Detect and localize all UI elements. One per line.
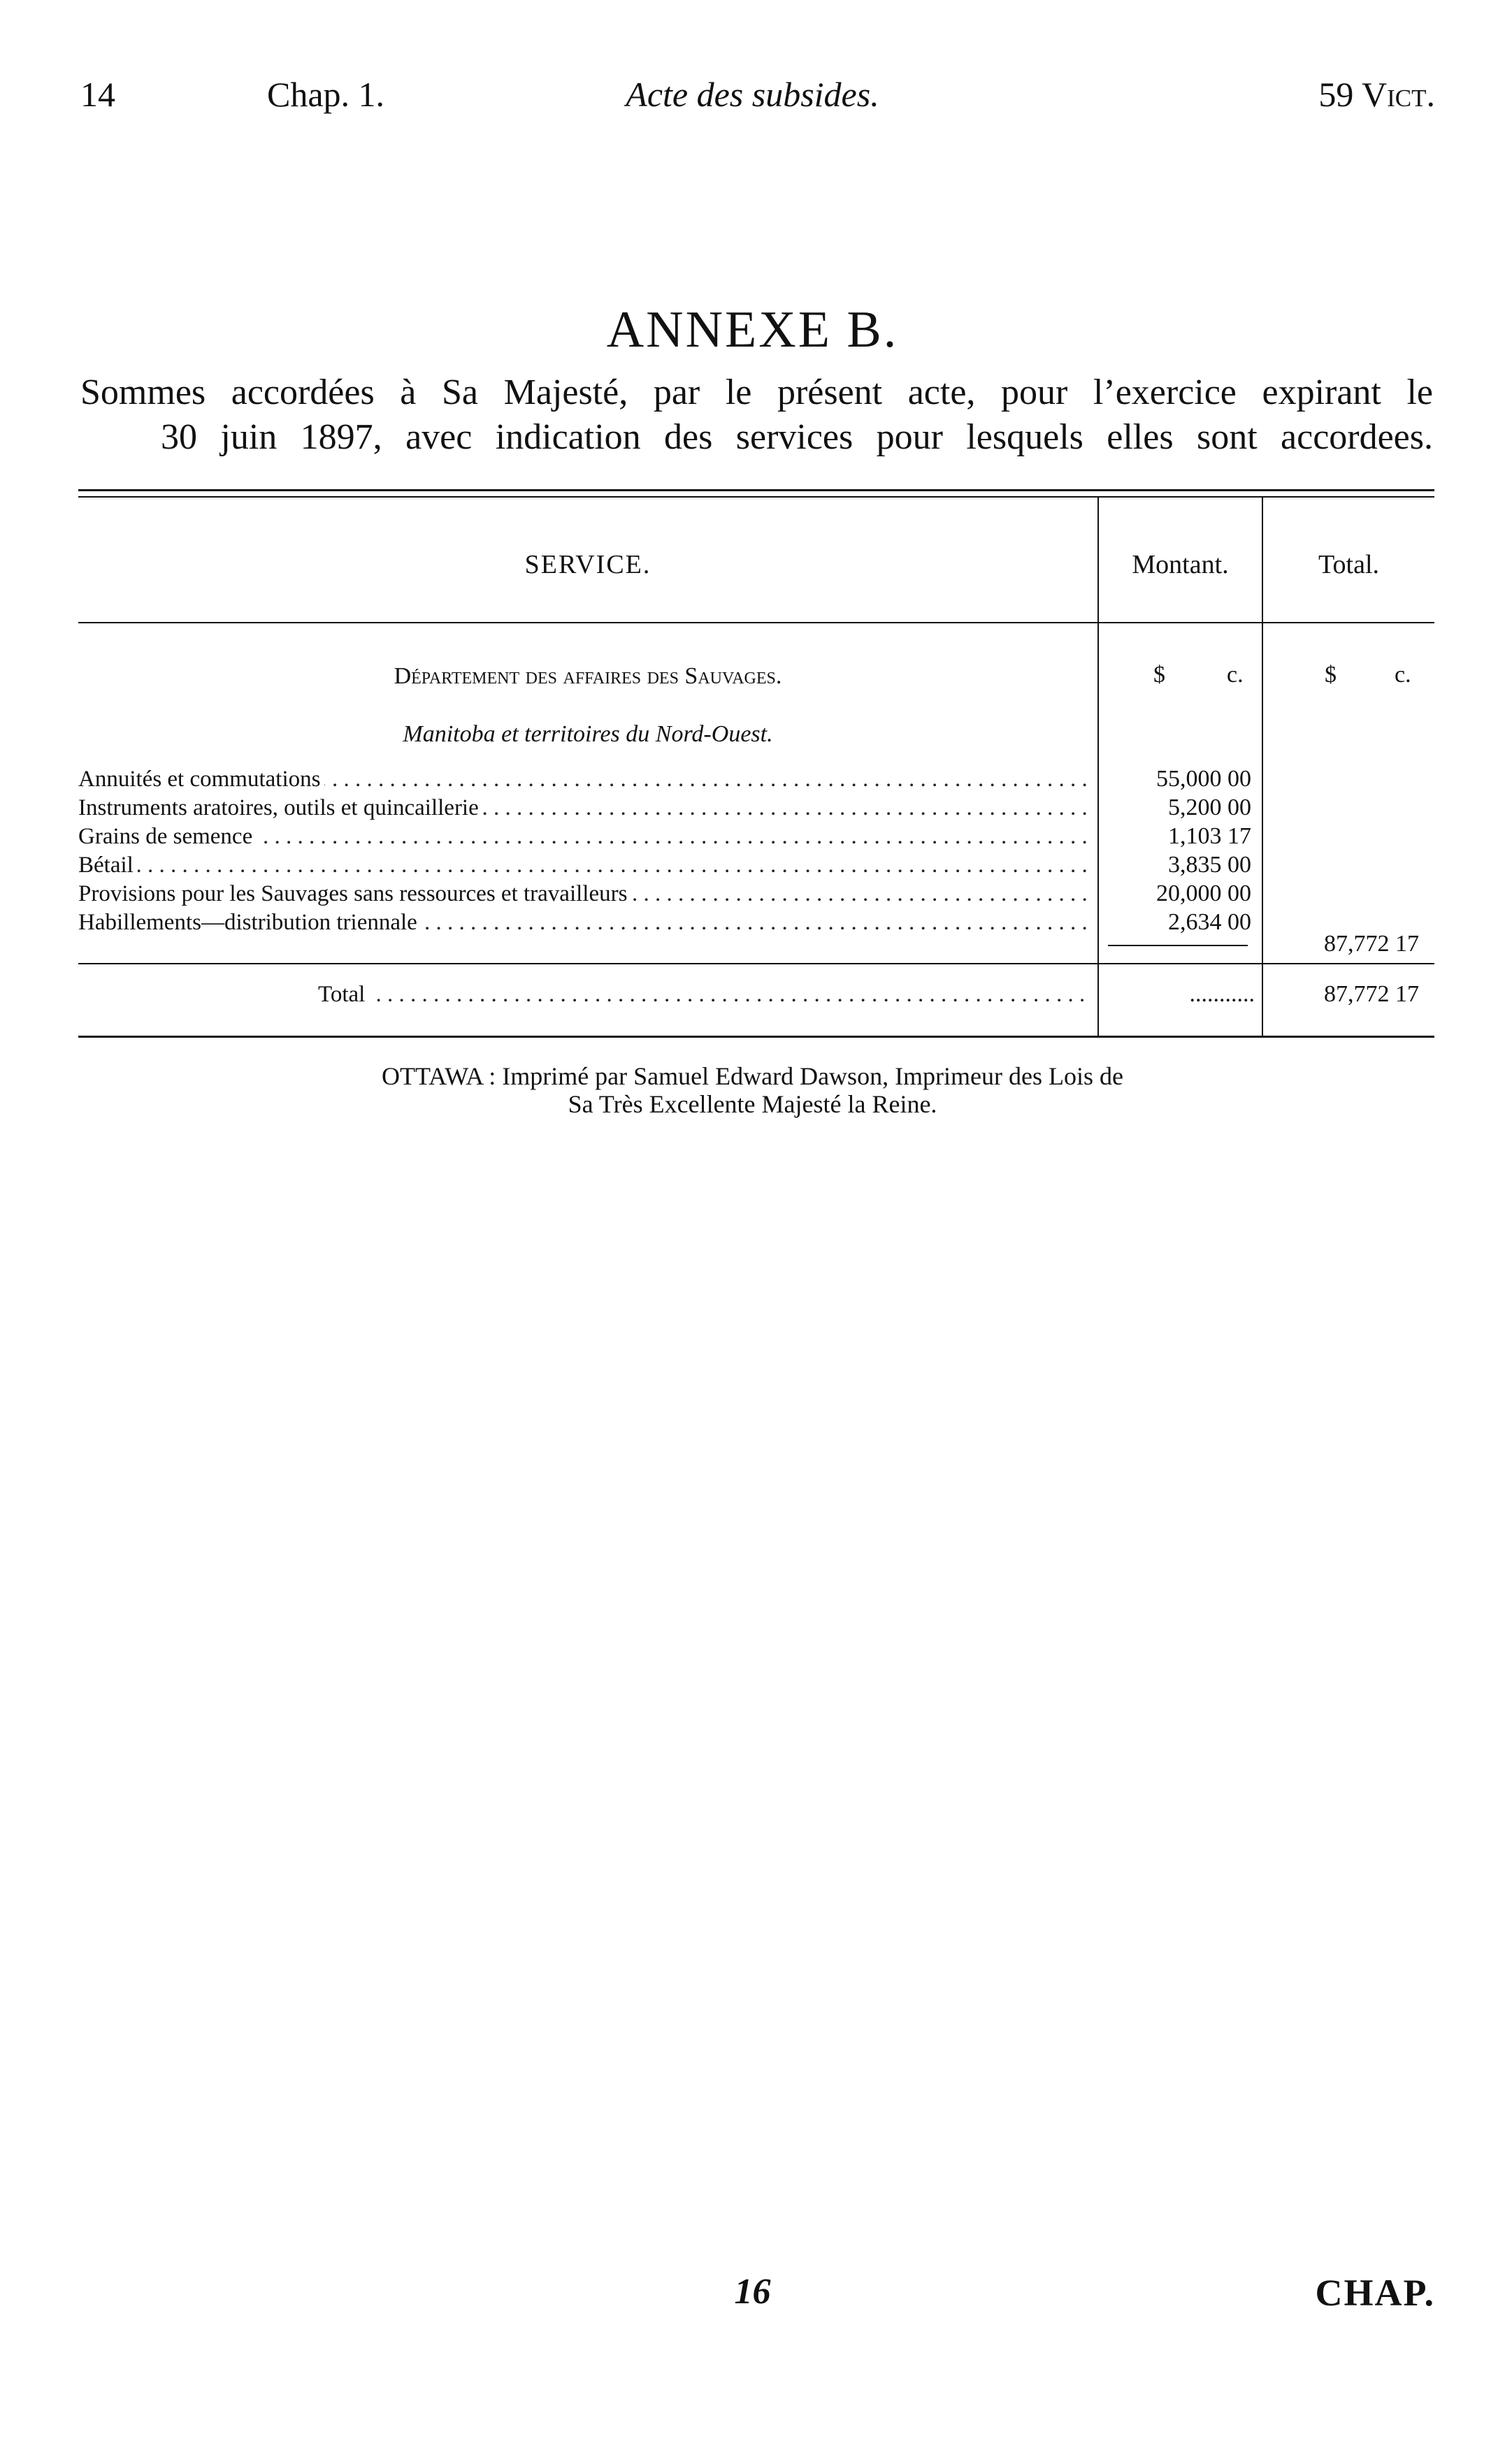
total-amount-dots: ........... — [1189, 981, 1255, 1007]
service-amount: 1,103 17 — [1168, 823, 1251, 849]
subtotal-rule — [1108, 945, 1248, 946]
page-number: 14 — [80, 75, 115, 114]
intro-line-1: Sommes accordées à Sa Majesté, par le présent acte, pour l’exercice expirant le — [80, 372, 1433, 412]
service-row — [78, 910, 1092, 935]
catchword: CHAP. — [1315, 2272, 1435, 2314]
unit-cents-amount: c. — [1227, 662, 1244, 688]
annex-title: ANNEXE B. — [606, 301, 899, 358]
regnal-year: 59 Vict. — [1318, 75, 1435, 114]
column-header-amount: Montant. — [1132, 550, 1229, 579]
service-amount: 55,000 00 — [1156, 766, 1251, 792]
service-row — [78, 795, 1092, 820]
intro-paragraph — [80, 370, 1433, 460]
service-label: Instruments aratoires, outils et quincaillerie — [78, 795, 483, 820]
department-heading: Département des affaires des Sauvages. — [394, 663, 782, 689]
service-label: Annuités et commutations — [78, 767, 324, 792]
imprint-line-1: OTTAWA : Imprimé par Samuel Edward Dawson, Imprimeur des Lois de — [382, 1062, 1123, 1090]
service-label: Provisions pour les Sauvages sans ressources et travailleurs — [78, 881, 631, 906]
unit-dollar-amount: $ — [1153, 662, 1165, 688]
service-label: Bétail — [78, 853, 138, 878]
total-top-rule — [78, 963, 1434, 964]
chapter-label: Chap. 1. — [267, 75, 385, 114]
total-row — [318, 982, 1083, 1007]
unit-dollar-total: $ — [1325, 662, 1337, 688]
region-subheading: Manitoba et territoires du Nord-Ouest. — [403, 721, 773, 747]
service-row — [78, 767, 1092, 792]
service-row — [78, 853, 1092, 878]
header-bottom-rule — [78, 622, 1434, 623]
column-header-total: Total. — [1318, 550, 1380, 579]
service-label: Grains de semence — [78, 824, 257, 849]
imprint-line-2: Sa Très Excellente Majesté la Reine. — [568, 1090, 937, 1118]
service-label: Habillements—distribution triennale — [78, 910, 422, 935]
subtotal-value: 87,772 17 — [1324, 931, 1419, 957]
imprint — [0, 1062, 1505, 1118]
footer-page-number: 16 — [734, 2272, 771, 2312]
service-amount: 20,000 00 — [1156, 880, 1251, 906]
table-bottom-rule — [78, 1036, 1434, 1038]
unit-cents-total: c. — [1395, 662, 1411, 688]
running-title: Acte des subsides. — [626, 75, 879, 114]
table-top-rule — [78, 489, 1434, 491]
service-amount: 2,634 00 — [1168, 909, 1251, 935]
intro-line-2: 30 juin 1897, avec indication des services pour lesquels elles sont accordees. — [161, 417, 1433, 457]
service-row — [78, 824, 1092, 849]
service-amount: 5,200 00 — [1168, 795, 1251, 820]
table-top-rule-inner — [78, 496, 1434, 498]
service-amount: 3,835 00 — [1168, 852, 1251, 878]
service-row — [78, 881, 1092, 906]
total-label: Total — [318, 982, 369, 1007]
total-value: 87,772 17 — [1324, 981, 1419, 1007]
column-header-service: SERVICE. — [524, 550, 651, 579]
